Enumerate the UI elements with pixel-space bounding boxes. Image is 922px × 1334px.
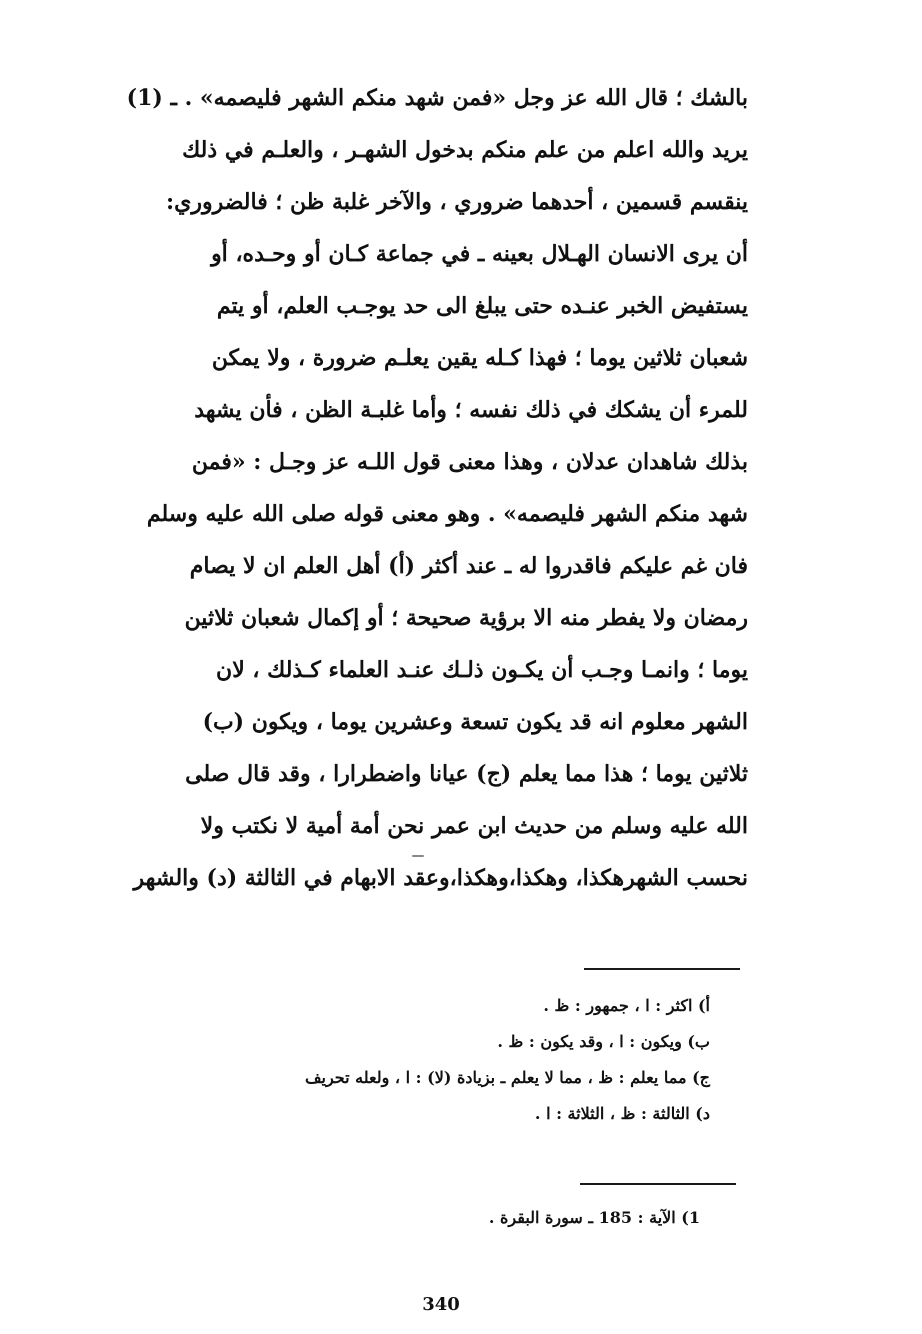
text-line: الله عليه وسلم من حديث ابن عمر نحن أمة أمية لا نكتب ولا bbox=[200, 813, 748, 839]
variant-footnotes bbox=[150, 988, 710, 1132]
main-text-block bbox=[110, 72, 748, 904]
text-line: فان غم عليكم فاقدروا له ـ عند أكثر (أ) أهل العلم ان لا يصام bbox=[189, 553, 748, 579]
text-line: يستفيض الخبر عنـده حتى يبلغ الى حد يوجـب العلم، أو يتم bbox=[216, 293, 748, 319]
text-line: رمضان ولا يفطر منه الا برؤية صحيحة ؛ أو إكمال شعبان ثلاثين bbox=[184, 605, 748, 631]
footnote-item: د) الثالثة : ظ ، الثلاثة : ا . bbox=[534, 1104, 710, 1123]
text-line: شعبان ثلاثين يوما ؛ فهذا كـله يقين يعلـم ضرورة ، ولا يمكن bbox=[211, 345, 748, 371]
text-line: يوما ؛ وانمـا وجـب أن يكـون ذلـك عنـد العلماء كـذلك ، لان bbox=[216, 657, 748, 683]
scan-speck bbox=[412, 855, 424, 857]
footnote-item: ج) مما يعلم : ظ ، مما لا يعلم ـ بزيادة (لا) : ا ، ولعله تحريف bbox=[304, 1068, 710, 1087]
page-number: 340 bbox=[422, 1294, 460, 1315]
footnote-divider bbox=[584, 968, 740, 970]
text-line: بذلك شاهدان عدلان ، وهذا معنى قول اللـه عز وجـل : «فمن bbox=[191, 449, 748, 475]
footnote-item: ب) ويكون : ا ، وقد يكون : ظ . bbox=[497, 1032, 710, 1051]
footnote-divider bbox=[580, 1183, 736, 1185]
text-line: نحسب الشهرهكذا، وهكذا،وهكذا،وعقد الابهام في الثالثة (د) والشهر bbox=[133, 865, 748, 891]
text-line: الشهر معلوم انه قد يكون تسعة وعشرين يوما ، ويكون (ب) bbox=[202, 709, 748, 735]
text-line: ينقسم قسمين ، أحدهما ضروري ، والآخر غلبة ظن ؛ فالضروري: bbox=[166, 189, 748, 215]
text-line: بالشك ؛ قال الله عز وجل «فمن شهد منكم الشهر فليصمه» . ـ (1) bbox=[126, 85, 748, 111]
text-line: للمرء أن يشكك في ذلك نفسه ؛ وأما غلبـة الظن ، فأن يشهد bbox=[194, 397, 748, 423]
footnote-item: 1) الآية : 185 ـ سورة البقرة . bbox=[488, 1208, 700, 1227]
footnote-item: أ) اكثر : ا ، جمهور : ظ . bbox=[543, 996, 710, 1015]
text-line: ثلاثين يوما ؛ هذا مما يعلم (ج) عيانا واضطرارا ، وقد قال صلى bbox=[185, 761, 748, 787]
text-line: يريد والله اعلم من علم منكم بدخول الشهـر ، والعلـم في ذلك bbox=[182, 137, 748, 163]
text-line: شهد منكم الشهر فليصمه» . وهو معنى قوله صلى الله عليه وسلم bbox=[146, 501, 748, 527]
text-line: أن يرى الانسان الهـلال بعينه ـ في جماعة كـان أو وحـده، أو bbox=[211, 241, 748, 267]
source-footnotes bbox=[200, 1200, 700, 1236]
